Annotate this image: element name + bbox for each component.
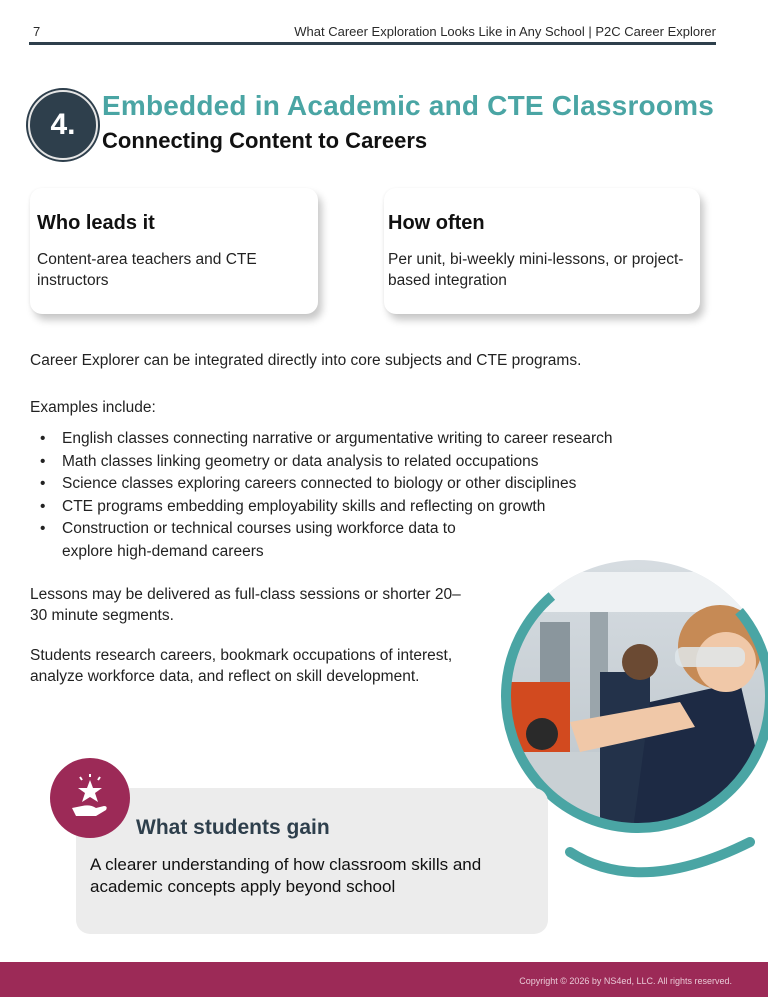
star-hand-icon xyxy=(50,758,130,838)
copyright-text: Copyright © 2026 by NS4ed, LLC. All rights reserved. xyxy=(519,976,732,986)
who-leads-heading: Who leads it xyxy=(37,212,155,234)
who-leads-text: Content-area teachers and CTE instructors xyxy=(37,251,257,289)
footer-bar xyxy=(0,962,768,997)
who-leads-card xyxy=(30,188,318,314)
list-item: • English classes connecting narrative or argumentative writing to career research xyxy=(40,430,613,447)
examples-list xyxy=(30,428,622,563)
list-item: • Math classes linking geometry or data analysis to related occupations xyxy=(40,452,539,470)
examples-label: Examples include: xyxy=(30,399,156,416)
header-title: What Career Exploration Looks Like in Any School | P2C Career Explorer xyxy=(294,24,716,39)
list-item: • CTE programs embedding employability skills and reflecting on growth xyxy=(40,497,546,515)
gain-title: What students gain xyxy=(136,816,330,839)
how-often-heading: How often xyxy=(388,212,485,234)
section-number-badge: 4. xyxy=(28,90,98,160)
section-subtitle: Connecting Content to Careers xyxy=(102,128,428,153)
page-header xyxy=(29,22,716,42)
section-title: Embedded in Academic and CTE Classrooms xyxy=(102,90,715,121)
how-often-text: Per unit, bi-weekly mini-lessons, or project-based integration xyxy=(388,251,684,289)
page-number: 7 xyxy=(33,24,41,39)
gain-text: A clearer understanding of how classroom skills and academic concepts apply beyond school xyxy=(90,855,482,896)
intro-paragraph: Career Explorer can be integrated directly into core subjects and CTE programs. xyxy=(30,352,582,369)
list-item: • Construction or technical courses using workforce data to explore high-demand careers xyxy=(40,520,456,560)
delivery-paragraph: Lessons may be delivered as full-class sessions or shorter 20–30 minute segments. xyxy=(30,586,461,624)
how-often-card xyxy=(384,188,700,314)
header-divider xyxy=(29,42,716,45)
research-paragraph: Students research careers, bookmark occupations of interest, analyze workforce data, and reflect on skill development. xyxy=(30,647,453,685)
list-item: • Science classes exploring careers connected to biology or other disciplines xyxy=(40,475,577,492)
